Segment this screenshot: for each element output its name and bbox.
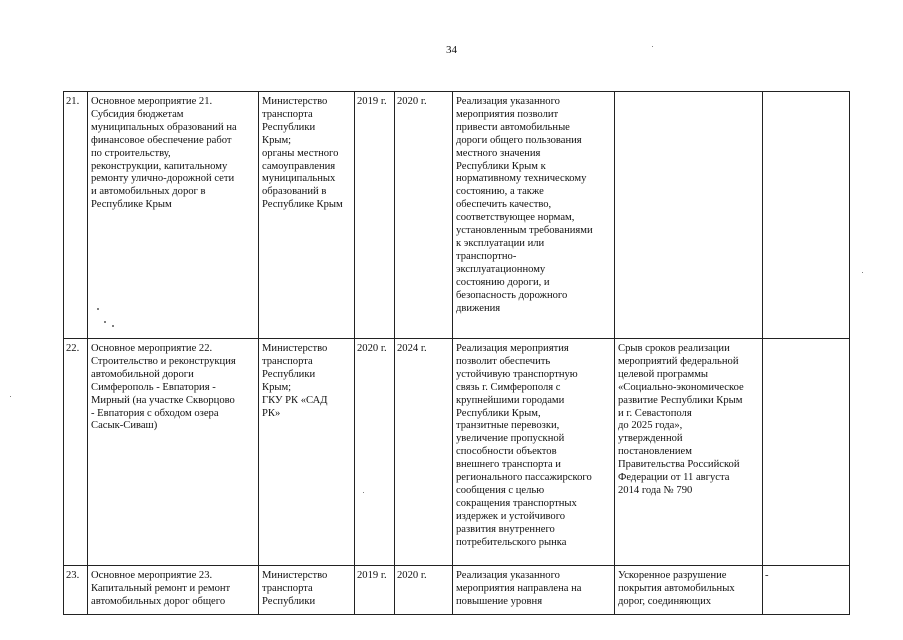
row-number: 22. [64, 339, 88, 566]
consequences [615, 92, 763, 339]
expected-result: Реализация мероприятия позволит обеспечить устойчивую транспортную связь г. Симферополя с крупнейшими городами Республики Крым, транзитные перевозки, увеличение пропускной способности объектов внешнего транспорта и регионального пассажирского сообщения с целью сокращения транспортных издержек и устойчивого развития внутреннего потребительского рынка [453, 339, 615, 566]
page-number: 34 [446, 44, 457, 56]
table-row [64, 566, 850, 615]
measures-table [63, 91, 850, 615]
executor: Министерство транспорта Республики Крым; органы местного самоуправления муниципальных образований в Республике Крым [259, 92, 355, 339]
executor: Министерство транспорта Республики Крым; ГКУ РК «САД РК» [259, 339, 355, 566]
start-year: 2019 г. [355, 92, 395, 339]
scan-speck [363, 492, 364, 493]
end-year: 2020 г. [395, 566, 453, 615]
expected-result: Реализация указанного мероприятия направлена на повышение уровня [453, 566, 615, 615]
related-indicators [763, 92, 850, 339]
table-row [64, 92, 850, 339]
scan-speck [652, 46, 653, 47]
scan-speck [104, 321, 106, 323]
related-indicators [763, 339, 850, 566]
start-year: 2019 г. [355, 566, 395, 615]
table-row [64, 339, 850, 566]
scan-speck [862, 272, 863, 273]
executor: Министерство транспорта Республики [259, 566, 355, 615]
start-year: 2020 г. [355, 339, 395, 566]
scan-speck [10, 396, 11, 397]
measure-name: Основное мероприятие 21. Субсидия бюджетам муниципальных образований на финансовое обеспечение работ по строительству, реконструкции, капитальному ремонту улично-дорожной сети и автомобильных дорог в Республике Крым [88, 92, 259, 339]
consequences: Ускоренное разрушение покрытия автомобильных дорог, соединяющих [615, 566, 763, 615]
end-year: 2020 г. [395, 92, 453, 339]
end-year: 2024 г. [395, 339, 453, 566]
related-indicators: - [763, 566, 850, 615]
consequences: Срыв сроков реализации мероприятий федеральной целевой программы «Социально-экономическое развитие Республики Крым и г. Севастополя до 2025 года», утвержденной постановлением Правительства Российской Федерации от 11 августа 2014 года № 790 [615, 339, 763, 566]
measure-name: Основное мероприятие 23. Капитальный ремонт и ремонт автомобильных дорог общего [88, 566, 259, 615]
scan-speck [112, 325, 114, 327]
expected-result: Реализация указанного мероприятия позволит привести автомобильные дороги общего пользования местного значения Республики Крым к нормативному техническому состоянию, а также обеспечить качество, соответствующее нормам, установленным требованиями к эксплуатации или транспортно- эксплуатационному состоянию дороги, и безопасность дорожного движения [453, 92, 615, 339]
measure-name: Основное мероприятие 22. Строительство и реконструкция автомобильной дороги Симферополь - Евпатория - Мирный (на участке Скворцово - Евпатория с обходом озера Сасык-Сиваш) [88, 339, 259, 566]
row-number: 23. [64, 566, 88, 615]
scan-speck [97, 308, 99, 310]
row-number: 21. [64, 92, 88, 339]
